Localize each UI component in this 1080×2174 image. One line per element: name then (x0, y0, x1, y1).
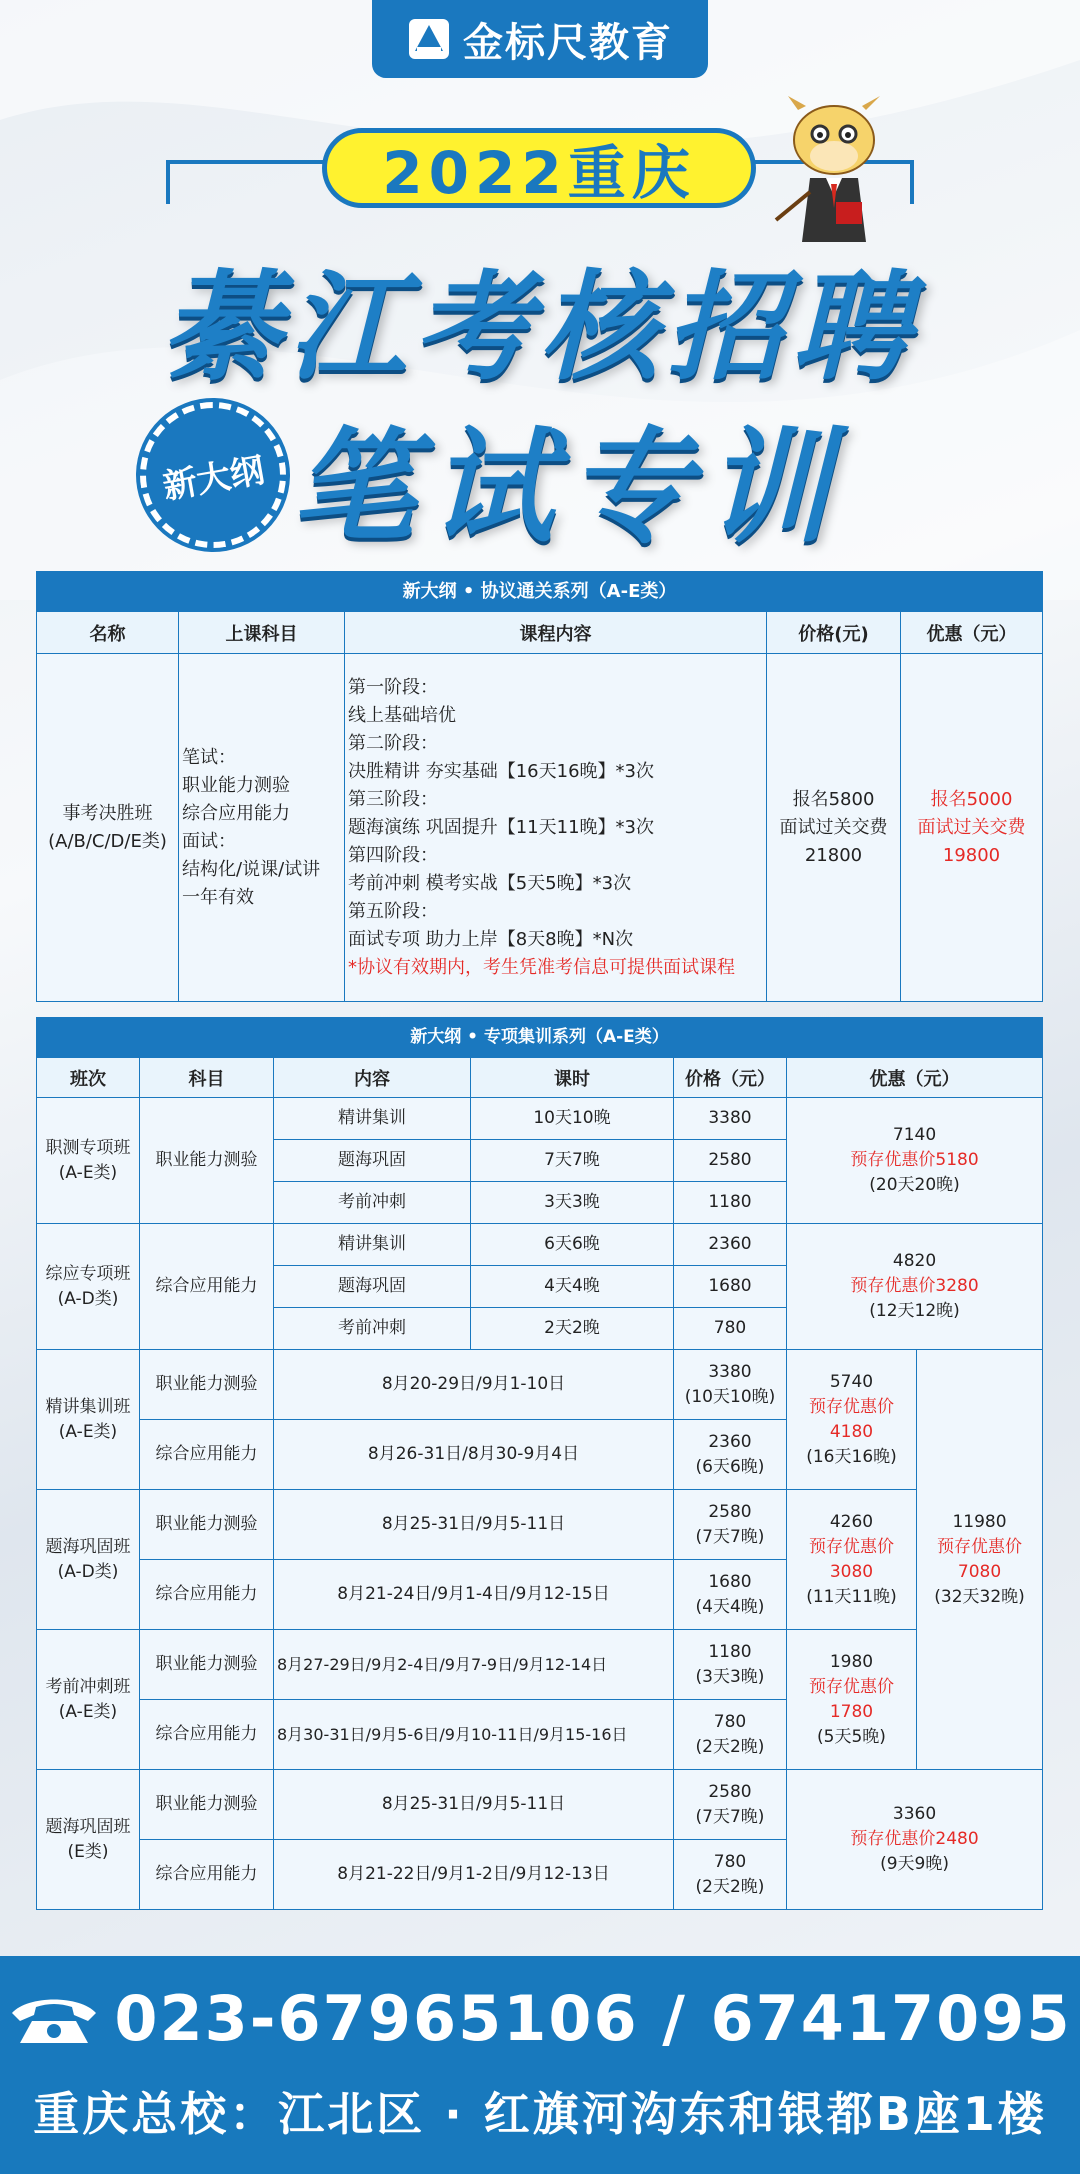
price-cell: 2360 (6天6晚) (674, 1420, 787, 1490)
table1-header: 课程内容 (345, 612, 767, 654)
price-cell: 3380 (10天10晚) (674, 1350, 787, 1420)
class-name-cell: 精讲集训班 (A-E类) (37, 1350, 140, 1490)
table-row (37, 1630, 1043, 1700)
table-row (37, 1770, 1043, 1840)
telephone-icon (8, 1991, 100, 2047)
course-price-cell: 报名5800 面试过关交费 21800 (767, 654, 901, 1002)
table-row (37, 1350, 1043, 1420)
dates-cell: 8月21-22日/9月1-2日/9月12-13日 (274, 1840, 674, 1910)
hours-cell: 2天2晚 (471, 1308, 674, 1350)
dates-cell: 8月26-31日/8月30-9月4日 (274, 1420, 674, 1490)
class-name-cell: 题海巩固班 (A-D类) (37, 1490, 140, 1630)
class-name-cell: 职测专项班 (A-E类) (37, 1098, 140, 1224)
hours-cell: 3天3晚 (471, 1182, 674, 1224)
dates-cell: 8月21-24日/9月1-4日/9月12-15日 (274, 1560, 674, 1630)
table2-header: 优惠（元） (787, 1058, 1043, 1098)
content-cell: 精讲集训 (274, 1098, 471, 1140)
price-cell: 780 (2天2晚) (674, 1840, 787, 1910)
table1-caption: 新大纲 • 协议通关系列（A-E类） (37, 572, 1043, 612)
table2-header: 价格（元） (674, 1058, 787, 1098)
course-subjects-cell: 笔试： 职业能力测验 综合应用能力 面试： 结构化/说课/试讲 一年有效 (179, 654, 345, 1002)
discount-cell: 3360 预存优惠价2480 (9天9晚) (787, 1770, 1043, 1910)
table2-header: 班次 (37, 1058, 140, 1098)
table1-header: 优惠（元） (901, 612, 1043, 654)
subject-cell: 职业能力测验 (140, 1630, 274, 1700)
subject-cell: 综合应用能力 (140, 1420, 274, 1490)
subject-cell: 职业能力测验 (140, 1350, 274, 1420)
price-cell: 1180 (3天3晚) (674, 1630, 787, 1700)
discount-cell: 1980 预存优惠价 1780 (5天5晚) (787, 1630, 917, 1770)
combo-discount-cell: 11980 预存优惠价 7080 (32天32晚) (917, 1350, 1043, 1770)
table2-header: 科目 (140, 1058, 274, 1098)
class-name-cell: 题海巩固班 (E类) (37, 1770, 140, 1910)
content-cell: 精讲集训 (274, 1224, 471, 1266)
agreement-note: *协议有效期内，考生凭准考信息可提供面试课程 (348, 956, 735, 978)
price-cell: 2580 (674, 1140, 787, 1182)
discount-cell: 4260 预存优惠价 3080 (11天11晚) (787, 1490, 917, 1630)
hours-cell: 6天6晚 (471, 1224, 674, 1266)
hours-cell: 10天10晚 (471, 1098, 674, 1140)
content-cell: 考前冲刺 (274, 1182, 471, 1224)
cow-mascot-icon (770, 92, 900, 252)
dates-cell: 8月25-31日/9月5-11日 (274, 1490, 674, 1560)
dates-cell: 8月20-29日/9月1-10日 (274, 1350, 674, 1420)
phone-number[interactable]: 023-67965106 / 67417095 (114, 1982, 1072, 2055)
brand-logo (372, 0, 708, 78)
discount-cell: 7140 预存优惠价5180 (20天20晚) (787, 1098, 1043, 1224)
dates-cell: 8月30-31日/9月5-6日/9月10-11日/9月15-16日 (274, 1700, 674, 1770)
subject-cell: 综合应用能力 (140, 1700, 274, 1770)
table-row (37, 1224, 1043, 1266)
new-syllabus-badge: 新大纲 (128, 390, 297, 559)
school-address: 重庆总校：江北区 · 红旗河沟东和银都B座1楼 (33, 2087, 1047, 2141)
price-cell: 3380 (674, 1098, 787, 1140)
table1-header: 名称 (37, 612, 179, 654)
header-bracket-left (166, 160, 330, 204)
table-row (37, 1490, 1043, 1560)
course-discount-cell: 报名5000 面试过关交费 19800 (901, 654, 1043, 1002)
dates-cell: 8月25-31日/9月5-11日 (274, 1770, 674, 1840)
year-banner: 2022重庆 (322, 128, 756, 208)
price-cell: 1680 (674, 1266, 787, 1308)
table1-header: 价格(元) (767, 612, 901, 654)
course-content-cell: 第一阶段： 线上基础培优 第二阶段： 决胜精讲 夯实基础【16天16晚】*3次 第三阶段： 题海演练 巩固提升【11天11晚】*3次 第四阶段： 考前冲刺 模考实战【5天5晚】*3次 第五阶段： 面试专项 助力上岸【8天8晚】*N次 *协议有效期内，考生凭准考信息可提供面试课程 (345, 654, 767, 1002)
dates-cell: 8月27-29日/9月2-4日/9月7-9日/9月12-14日 (274, 1630, 674, 1700)
hours-cell: 7天7晚 (471, 1140, 674, 1182)
brand-name: 金标尺教育 (463, 19, 673, 66)
subject-cell: 职业能力测验 (140, 1490, 274, 1560)
price-cell: 2360 (674, 1224, 787, 1266)
contact-footer (0, 1956, 1080, 2174)
hours-cell: 4天4晚 (471, 1266, 674, 1308)
price-cell: 780 (2天2晚) (674, 1700, 787, 1770)
special-training-table (36, 1017, 1043, 1910)
price-cell: 1680 (4天4晚) (674, 1560, 787, 1630)
subject-cell: 综合应用能力 (140, 1840, 274, 1910)
discount-cell: 5740 预存优惠价 4180 (16天16晚) (787, 1350, 917, 1490)
content-cell: 考前冲刺 (274, 1308, 471, 1350)
course-name-cell: 事考决胜班 (A/B/C/D/E类) (37, 654, 179, 1002)
content-cell: 题海巩固 (274, 1140, 471, 1182)
table1-header: 上课科目 (179, 612, 345, 654)
discount-cell: 4820 预存优惠价3280 (12天12晚) (787, 1224, 1043, 1350)
price-cell: 2580 (7天7晚) (674, 1770, 787, 1840)
price-cell: 1180 (674, 1182, 787, 1224)
subject-cell: 综合应用能力 (140, 1224, 274, 1350)
subject-cell: 职业能力测验 (140, 1770, 274, 1840)
class-name-cell: 考前冲刺班 (A-E类) (37, 1630, 140, 1770)
subject-cell: 综合应用能力 (140, 1560, 274, 1630)
subject-cell: 职业能力测验 (140, 1098, 274, 1224)
class-name-cell: 综应专项班 (A-D类) (37, 1224, 140, 1350)
agreement-course-table (36, 571, 1043, 1002)
price-cell: 780 (674, 1308, 787, 1350)
content-cell: 题海巩固 (274, 1266, 471, 1308)
table2-caption: 新大纲 • 专项集训系列（A-E类） (37, 1018, 1043, 1058)
logo-mountain-icon (407, 17, 451, 61)
table2-header: 课时 (471, 1058, 674, 1098)
hero-title-line2: 笔试专训 (292, 416, 845, 560)
hero-title-line1: 綦江考核招聘 (161, 258, 918, 396)
phone-row (0, 1982, 1080, 2055)
table2-header: 内容 (274, 1058, 471, 1098)
price-cell: 2580 (7天7晚) (674, 1490, 787, 1560)
table-row (37, 1098, 1043, 1140)
